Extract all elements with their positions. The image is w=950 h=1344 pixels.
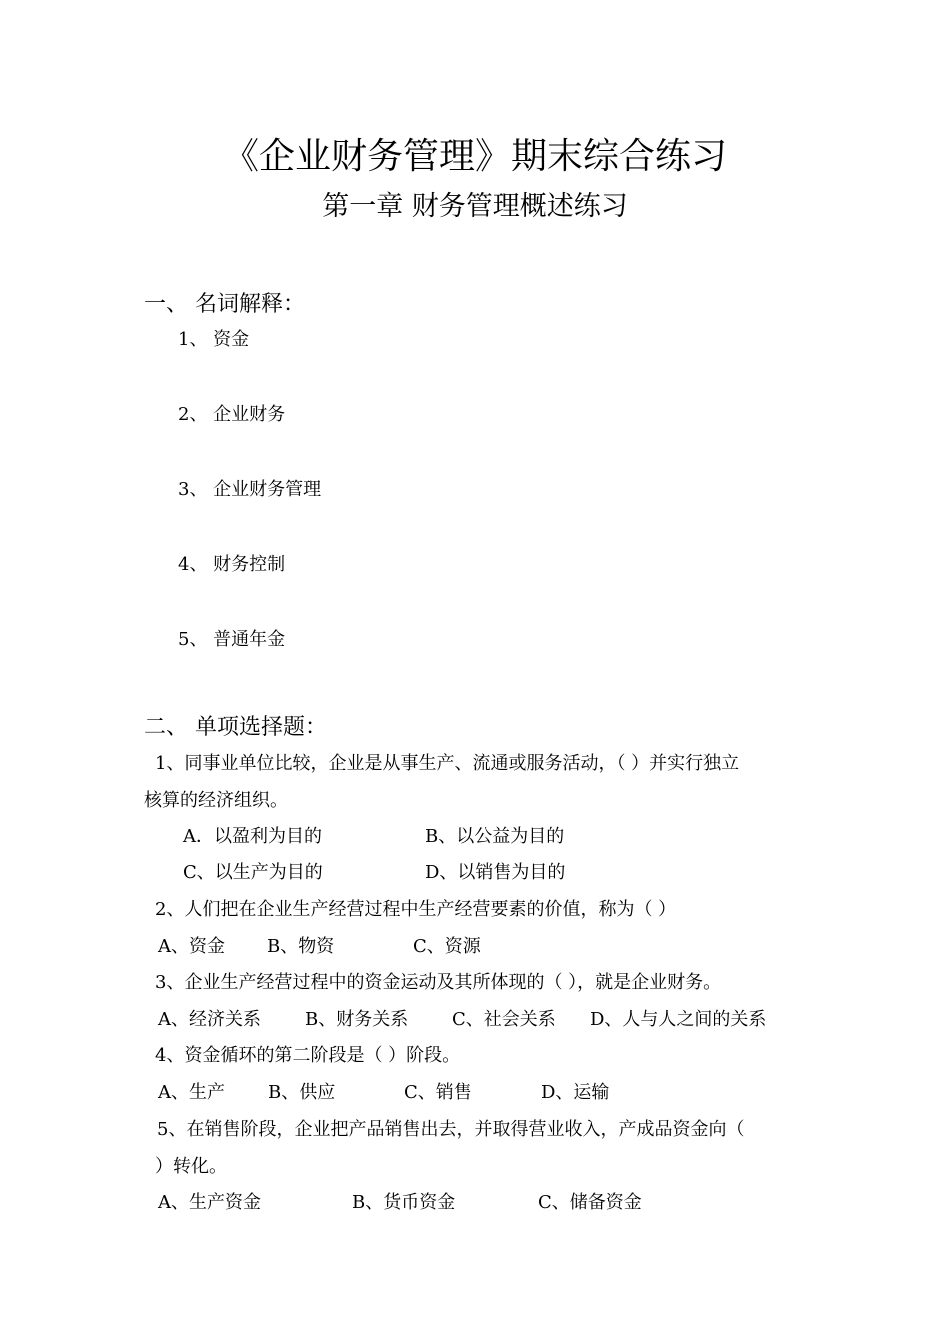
option-d: D、运输 [541, 1082, 610, 1103]
question-3: 3、企业生产经营过程中的资金运动及其所体现的（ ），就是企业财务。 [155, 972, 722, 993]
chapter-subtitle: 第一章 财务管理概述练习 [322, 191, 628, 222]
term-item: 1、 资金 [178, 329, 250, 350]
question-1: 1、同事业单位比较，企业是从事生产、流通或服务活动，（ ）并实行独立 [155, 753, 740, 774]
option-a: A、资金 [158, 936, 225, 957]
question-4: 4、资金循环的第二阶段是（ ）阶段。 [155, 1045, 461, 1066]
option-c: C、以生产为目的 [183, 862, 323, 883]
option-b: B、财务关系 [305, 1009, 409, 1030]
question-1-continued: 核算的经济组织。 [144, 790, 288, 811]
option-d: D、以销售为目的 [425, 862, 566, 883]
option-a: A、经济关系 [158, 1009, 261, 1030]
option-b: B、货币资金 [352, 1192, 456, 1213]
term-item: 3、 企业财务管理 [178, 479, 322, 500]
option-b: B、物资 [267, 936, 335, 957]
term-item: 2、 企业财务 [178, 404, 286, 425]
option-c: C、储备资金 [538, 1192, 642, 1213]
term-item: 5、 普通年金 [178, 629, 286, 650]
option-c: C、销售 [404, 1082, 472, 1103]
option-d: D、人与人之间的关系 [590, 1009, 767, 1030]
section-heading-terms: 一、 名词解释： [144, 292, 305, 317]
question-2: 2、人们把在企业生产经营过程中生产经营要素的价值，称为（ ） [155, 899, 677, 920]
question-5-continued: ）转化。 [155, 1156, 227, 1177]
option-a: A．以盈利为目的 [183, 826, 322, 847]
option-b: B、供应 [268, 1082, 336, 1103]
option-b: B、以公益为目的 [425, 826, 565, 847]
document-title: 《企业财务管理》期末综合练习 [222, 136, 727, 177]
option-c: C、社会关系 [452, 1009, 556, 1030]
section-heading-choice: 二、 单项选择题： [144, 715, 327, 740]
term-item: 4、 财务控制 [178, 554, 286, 575]
option-c: C、资源 [413, 936, 481, 957]
option-a: A、生产资金 [158, 1192, 261, 1213]
question-5: 5、在销售阶段，企业把产品销售出去，并取得营业收入，产成品资金向（ [157, 1119, 745, 1140]
option-a: A、生产 [158, 1082, 225, 1103]
